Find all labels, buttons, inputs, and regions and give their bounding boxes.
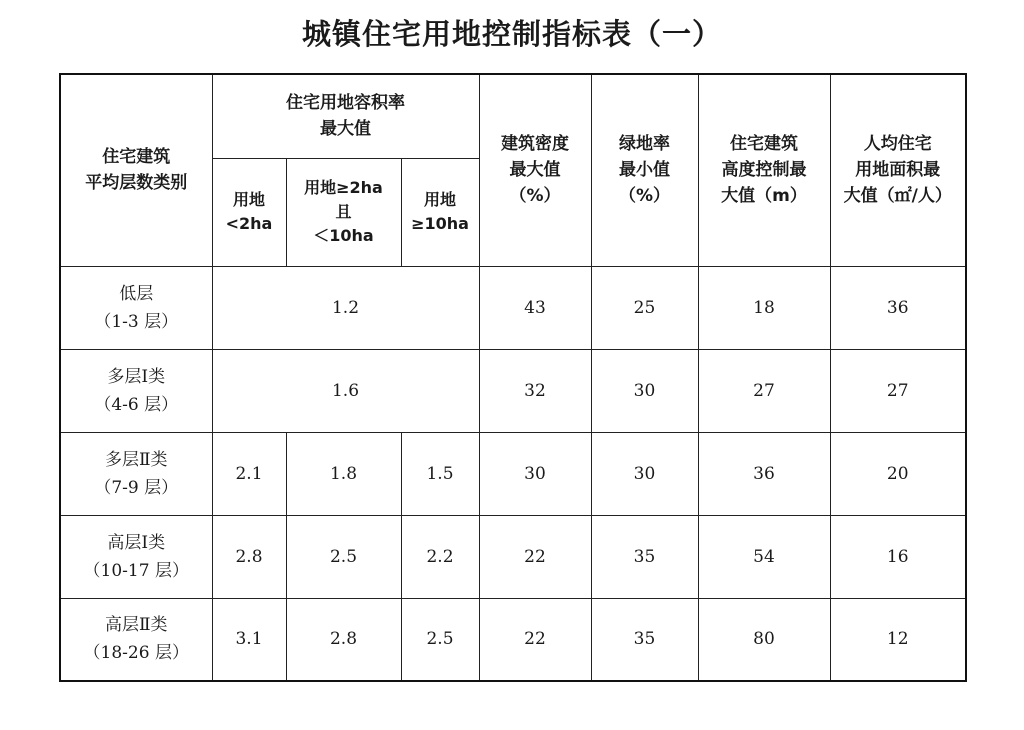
- header-category: [60, 74, 212, 266]
- row-green: 30: [591, 349, 698, 432]
- header-far-medium-line: ＜10ha: [313, 226, 374, 245]
- row-category: [60, 266, 212, 349]
- row-green: 35: [591, 515, 698, 598]
- row-category-name: 低层: [119, 283, 154, 304]
- header-height-line: 大值（m）: [721, 186, 807, 207]
- row-green: 25: [591, 266, 698, 349]
- table-row: [60, 266, 966, 349]
- row-far-small: 2.8: [212, 515, 286, 598]
- header-density-line: （%）: [509, 186, 561, 207]
- header-density-line: 建筑密度: [501, 134, 569, 155]
- header-far-group-line: 最大值: [320, 119, 371, 140]
- row-density: 22: [479, 598, 591, 681]
- header-far-group: [212, 74, 479, 158]
- table-row: [60, 515, 966, 598]
- header-far-small-line: <2ha: [225, 214, 273, 233]
- header-area-line: 大值（㎡/人）: [843, 186, 952, 207]
- row-height: 80: [698, 598, 830, 681]
- header-far-small-line: 用地: [232, 190, 265, 209]
- row-area: 36: [830, 266, 966, 349]
- header-green-line: 最小值: [619, 160, 670, 181]
- header-far-large-line: ≥10ha: [411, 214, 469, 233]
- row-area: 27: [830, 349, 966, 432]
- header-area-per-capita: [830, 74, 966, 266]
- table-row: [60, 598, 966, 681]
- row-far-small: 2.1: [212, 432, 286, 515]
- row-height: 27: [698, 349, 830, 432]
- row-category-name: 多层Ⅰ类: [107, 366, 166, 387]
- header-far-medium-line: 且: [335, 202, 352, 221]
- row-height: 36: [698, 432, 830, 515]
- row-far-large: 2.5: [401, 598, 479, 681]
- header-far-small: [212, 158, 286, 266]
- row-category-name: 多层Ⅱ类: [104, 449, 168, 470]
- header-density-line: 最大值: [509, 160, 561, 181]
- row-area: 16: [830, 515, 966, 598]
- header-category-line: 住宅建筑: [102, 147, 171, 168]
- row-density: 32: [479, 349, 591, 432]
- row-far-medium: 2.8: [286, 598, 401, 681]
- row-density: 30: [479, 432, 591, 515]
- row-category-floors: （10-17 层）: [83, 560, 189, 581]
- header-area-line: 用地面积最: [855, 160, 941, 181]
- row-category-floors: （18-26 层）: [83, 643, 189, 664]
- row-category-floors: （7-9 层）: [94, 477, 179, 498]
- row-far-medium: 1.8: [286, 432, 401, 515]
- header-height-line: 住宅建筑: [730, 134, 798, 155]
- row-category: [60, 515, 212, 598]
- row-green: 35: [591, 598, 698, 681]
- header-far-medium: [286, 158, 401, 266]
- row-density: 22: [479, 515, 591, 598]
- row-category: [60, 432, 212, 515]
- table-row: [60, 432, 966, 515]
- header-area-line: 人均住宅: [863, 134, 932, 155]
- row-category-floors: （4-6 层）: [94, 394, 179, 415]
- header-far-group-line: 住宅用地容积率: [286, 93, 405, 114]
- row-category: [60, 598, 212, 681]
- row-far-medium: 2.5: [286, 515, 401, 598]
- row-green: 30: [591, 432, 698, 515]
- row-area: 12: [830, 598, 966, 681]
- header-far-medium-line: 用地≥2ha: [304, 178, 383, 197]
- header-category-line: 平均层数类别: [85, 173, 188, 194]
- row-far-large: 2.2: [401, 515, 479, 598]
- row-category-name: 高层Ⅰ类: [107, 532, 166, 553]
- header-density: [479, 74, 591, 266]
- row-far: 1.6: [212, 349, 479, 432]
- table-row: [60, 349, 966, 432]
- row-far-small: 3.1: [212, 598, 286, 681]
- header-green-ratio: [591, 74, 698, 266]
- header-height-line: 高度控制最: [721, 160, 807, 181]
- page-title: 城镇住宅用地控制指标表（一）: [301, 17, 722, 51]
- control-index-table: [59, 73, 967, 682]
- header-green-line: 绿地率: [619, 134, 670, 155]
- header-far-large-line: 用地: [423, 190, 456, 209]
- row-category-floors: （1-3 层）: [94, 311, 179, 332]
- row-height: 54: [698, 515, 830, 598]
- row-far-large: 1.5: [401, 432, 479, 515]
- row-category-name: 高层Ⅱ类: [104, 615, 168, 636]
- row-category: [60, 349, 212, 432]
- header-far-large: [401, 158, 479, 266]
- row-density: 43: [479, 266, 591, 349]
- header-height: [698, 74, 830, 266]
- header-green-line: （%）: [618, 186, 671, 207]
- row-height: 18: [698, 266, 830, 349]
- row-area: 20: [830, 432, 966, 515]
- row-far: 1.2: [212, 266, 479, 349]
